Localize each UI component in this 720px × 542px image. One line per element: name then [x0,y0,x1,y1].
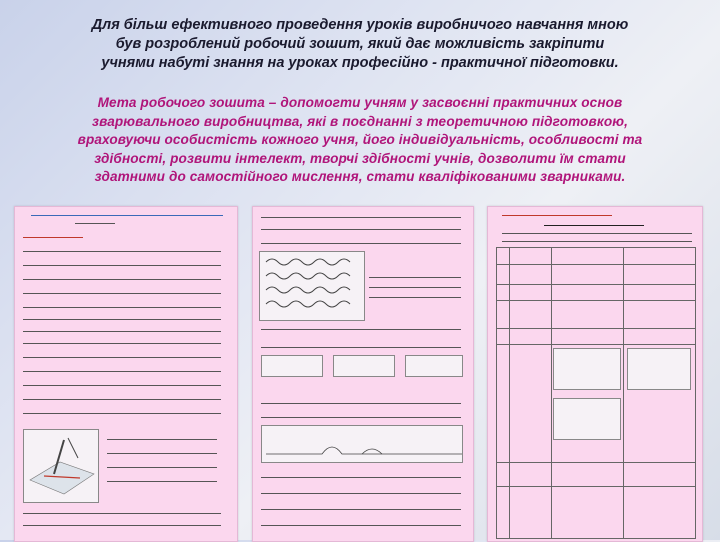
intro-line: учнями набуті знання на уроках професійно - практичної підготовки. [101,55,619,71]
text-line [261,493,461,494]
joint-diagram-a [261,355,323,377]
text-line [23,265,221,266]
goal-line: зварювального виробництва, які в поєднанні з теоретичною підготовкою, [92,113,628,129]
text-line [23,399,221,400]
weld-patterns-drawing [260,252,364,320]
text-line [75,223,115,224]
intro-line: Для більш ефективного проведення уроків виробничого навчання мною [91,17,629,33]
workbook-page-3 [487,206,703,542]
text-line [261,509,461,510]
text-line [261,347,461,348]
text-line [23,279,221,280]
welding-illustration [23,429,99,503]
text-line [502,241,692,242]
technological-card-table [496,247,696,539]
text-line [261,417,461,418]
text-line [23,357,221,358]
welding-process-illustration [627,348,691,390]
text-line [107,467,217,468]
goal-text [20,94,700,187]
weld-patterns-illustration [259,251,365,321]
text-line [23,513,221,514]
text-line [23,385,221,386]
text-line [261,217,461,218]
card-title-line [544,225,644,226]
intro-text [30,16,690,73]
text-line [261,403,461,404]
text-line [23,319,221,320]
text-line [23,525,221,526]
text-line [107,481,217,482]
page-heading-line [502,215,612,216]
weld-seam-diagram [261,425,463,463]
joint-diagram-c [405,355,463,377]
seam-pattern-illustration [553,398,621,440]
page-heading-line [31,215,223,216]
goal-line: здатними до самостійного мислення, стати кваліфікованими зварниками. [94,169,626,184]
text-line [261,229,461,230]
text-line [261,525,461,526]
text-line [261,477,461,478]
text-line [107,453,217,454]
text-line [23,343,221,344]
joint-diagram-b [333,355,395,377]
text-line [369,297,461,298]
text-line [261,329,461,330]
text-line [107,439,217,440]
text-line [23,371,221,372]
text-line [261,243,461,244]
text-line [23,331,221,332]
text-line [369,277,461,278]
electrode-illustration [553,348,621,390]
goal-line: Мета робочого зошита – допомогти учням у засвоєнні практичних основ [97,95,623,110]
weld-seam-drawing [262,426,462,462]
goal-line: здібності, розвити інтелект, творчі здібності учнів, дозволити їм стати [94,150,626,166]
text-line [369,287,461,288]
text-line [23,413,221,414]
workbook-page-1 [14,206,238,542]
welding-drawing [24,430,98,502]
goal-line: враховуючи особистість кожного учня, його індивідуальність, особливості та [77,132,643,147]
text-line [502,233,692,234]
workbook-page-2 [252,206,474,542]
intro-line: був розроблений робочий зошит, який дає можливість закріпити [115,36,605,52]
text-line [23,307,221,308]
section-heading-line [23,237,83,238]
text-line [23,251,221,252]
text-line [23,293,221,294]
